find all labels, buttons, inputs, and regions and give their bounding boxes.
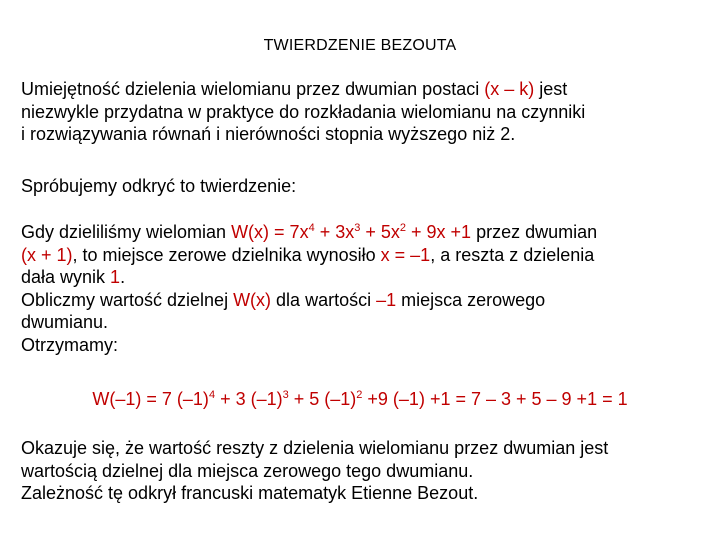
poly-part: W(x) = 7x (231, 222, 309, 242)
exponent: 4 (308, 222, 315, 234)
conclusion-line-2: wartością dzielnej dla miejsca zerowego tego dwumianu. (21, 460, 474, 481)
intro-text: Umiejętność dzielenia wielomianu przez dwumian postaci (21, 79, 485, 99)
divisor-highlight: (x + 1) (21, 244, 73, 265)
value-highlight: –1 (376, 289, 397, 310)
body-text: , a reszta z dzielenia (430, 244, 595, 265)
poly-part: + 5x (360, 222, 400, 242)
poly-part: + 9x +1 (406, 222, 472, 242)
formula-part: + 3 (–1) (215, 389, 283, 409)
evaluation-formula (0, 388, 720, 410)
polynomial-highlight (231, 222, 471, 242)
body-line-3 (21, 266, 711, 289)
body-text: dała wynik (21, 267, 111, 287)
conclusion-line-3: Zależność tę odkrył francuski matematyk Etienne Bezout. (21, 483, 479, 503)
conclusion-line-1: Okazuje się, że wartość reszty z dzielenia wielomianu przez dwumian jest (21, 438, 609, 458)
body-text: miejsca zerowego (396, 289, 546, 310)
body-line-4 (21, 289, 711, 312)
exponent: 4 (208, 389, 216, 401)
body-line-5: dwumianu. (21, 312, 109, 332)
body-line-1 (21, 221, 711, 244)
body-text: Obliczmy wartość dzielnej (21, 289, 234, 310)
formula-part: + 5 (–1) (288, 389, 357, 409)
conclusion-paragraph (21, 437, 711, 505)
intro-paragraph (21, 78, 711, 146)
dividend-highlight: W(x) (233, 289, 272, 310)
body-text: Gdy dzieliliśmy wielomian (21, 222, 232, 242)
formula-part: +9 (–1) +1 = 7 – 3 + 5 – 9 +1 = 1 (362, 389, 628, 409)
zero-highlight: x = –1 (380, 244, 431, 265)
exponent: 2 (399, 222, 407, 234)
try-text: Spróbujemy odkryć to twierdzenie: (21, 176, 297, 196)
binomial-highlight: (x – k) (484, 79, 535, 99)
remainder-highlight: 1 (110, 267, 121, 287)
body-line-2 (21, 244, 711, 267)
body-text: dla wartości (271, 289, 377, 310)
exponent: 3 (354, 222, 361, 234)
intro-line-3: i rozwiązywania równań i nierówności stopnia wyższego niż 2. (21, 124, 516, 144)
exponent: 3 (282, 389, 289, 401)
body-paragraph (21, 221, 711, 356)
page-title: TWIERDZENIE BEZOUTA (263, 37, 457, 54)
intro-line-2: niezwykle przydatna w praktyce do rozkładania wielomianu na czynniki (21, 101, 586, 122)
body-text: . (120, 267, 126, 287)
formula-part: W(–1) = 7 (–1) (92, 389, 209, 409)
try-line (21, 175, 711, 198)
exponent: 2 (356, 389, 363, 401)
intro-text: jest (534, 79, 568, 99)
body-text: , to miejsce zerowe dzielnika wynosiło (72, 244, 381, 265)
body-line-6: Otrzymamy: (21, 334, 118, 355)
intro-line-1 (21, 78, 711, 101)
body-text: przez dwumian (471, 222, 598, 242)
poly-part: + 3x (314, 222, 355, 242)
